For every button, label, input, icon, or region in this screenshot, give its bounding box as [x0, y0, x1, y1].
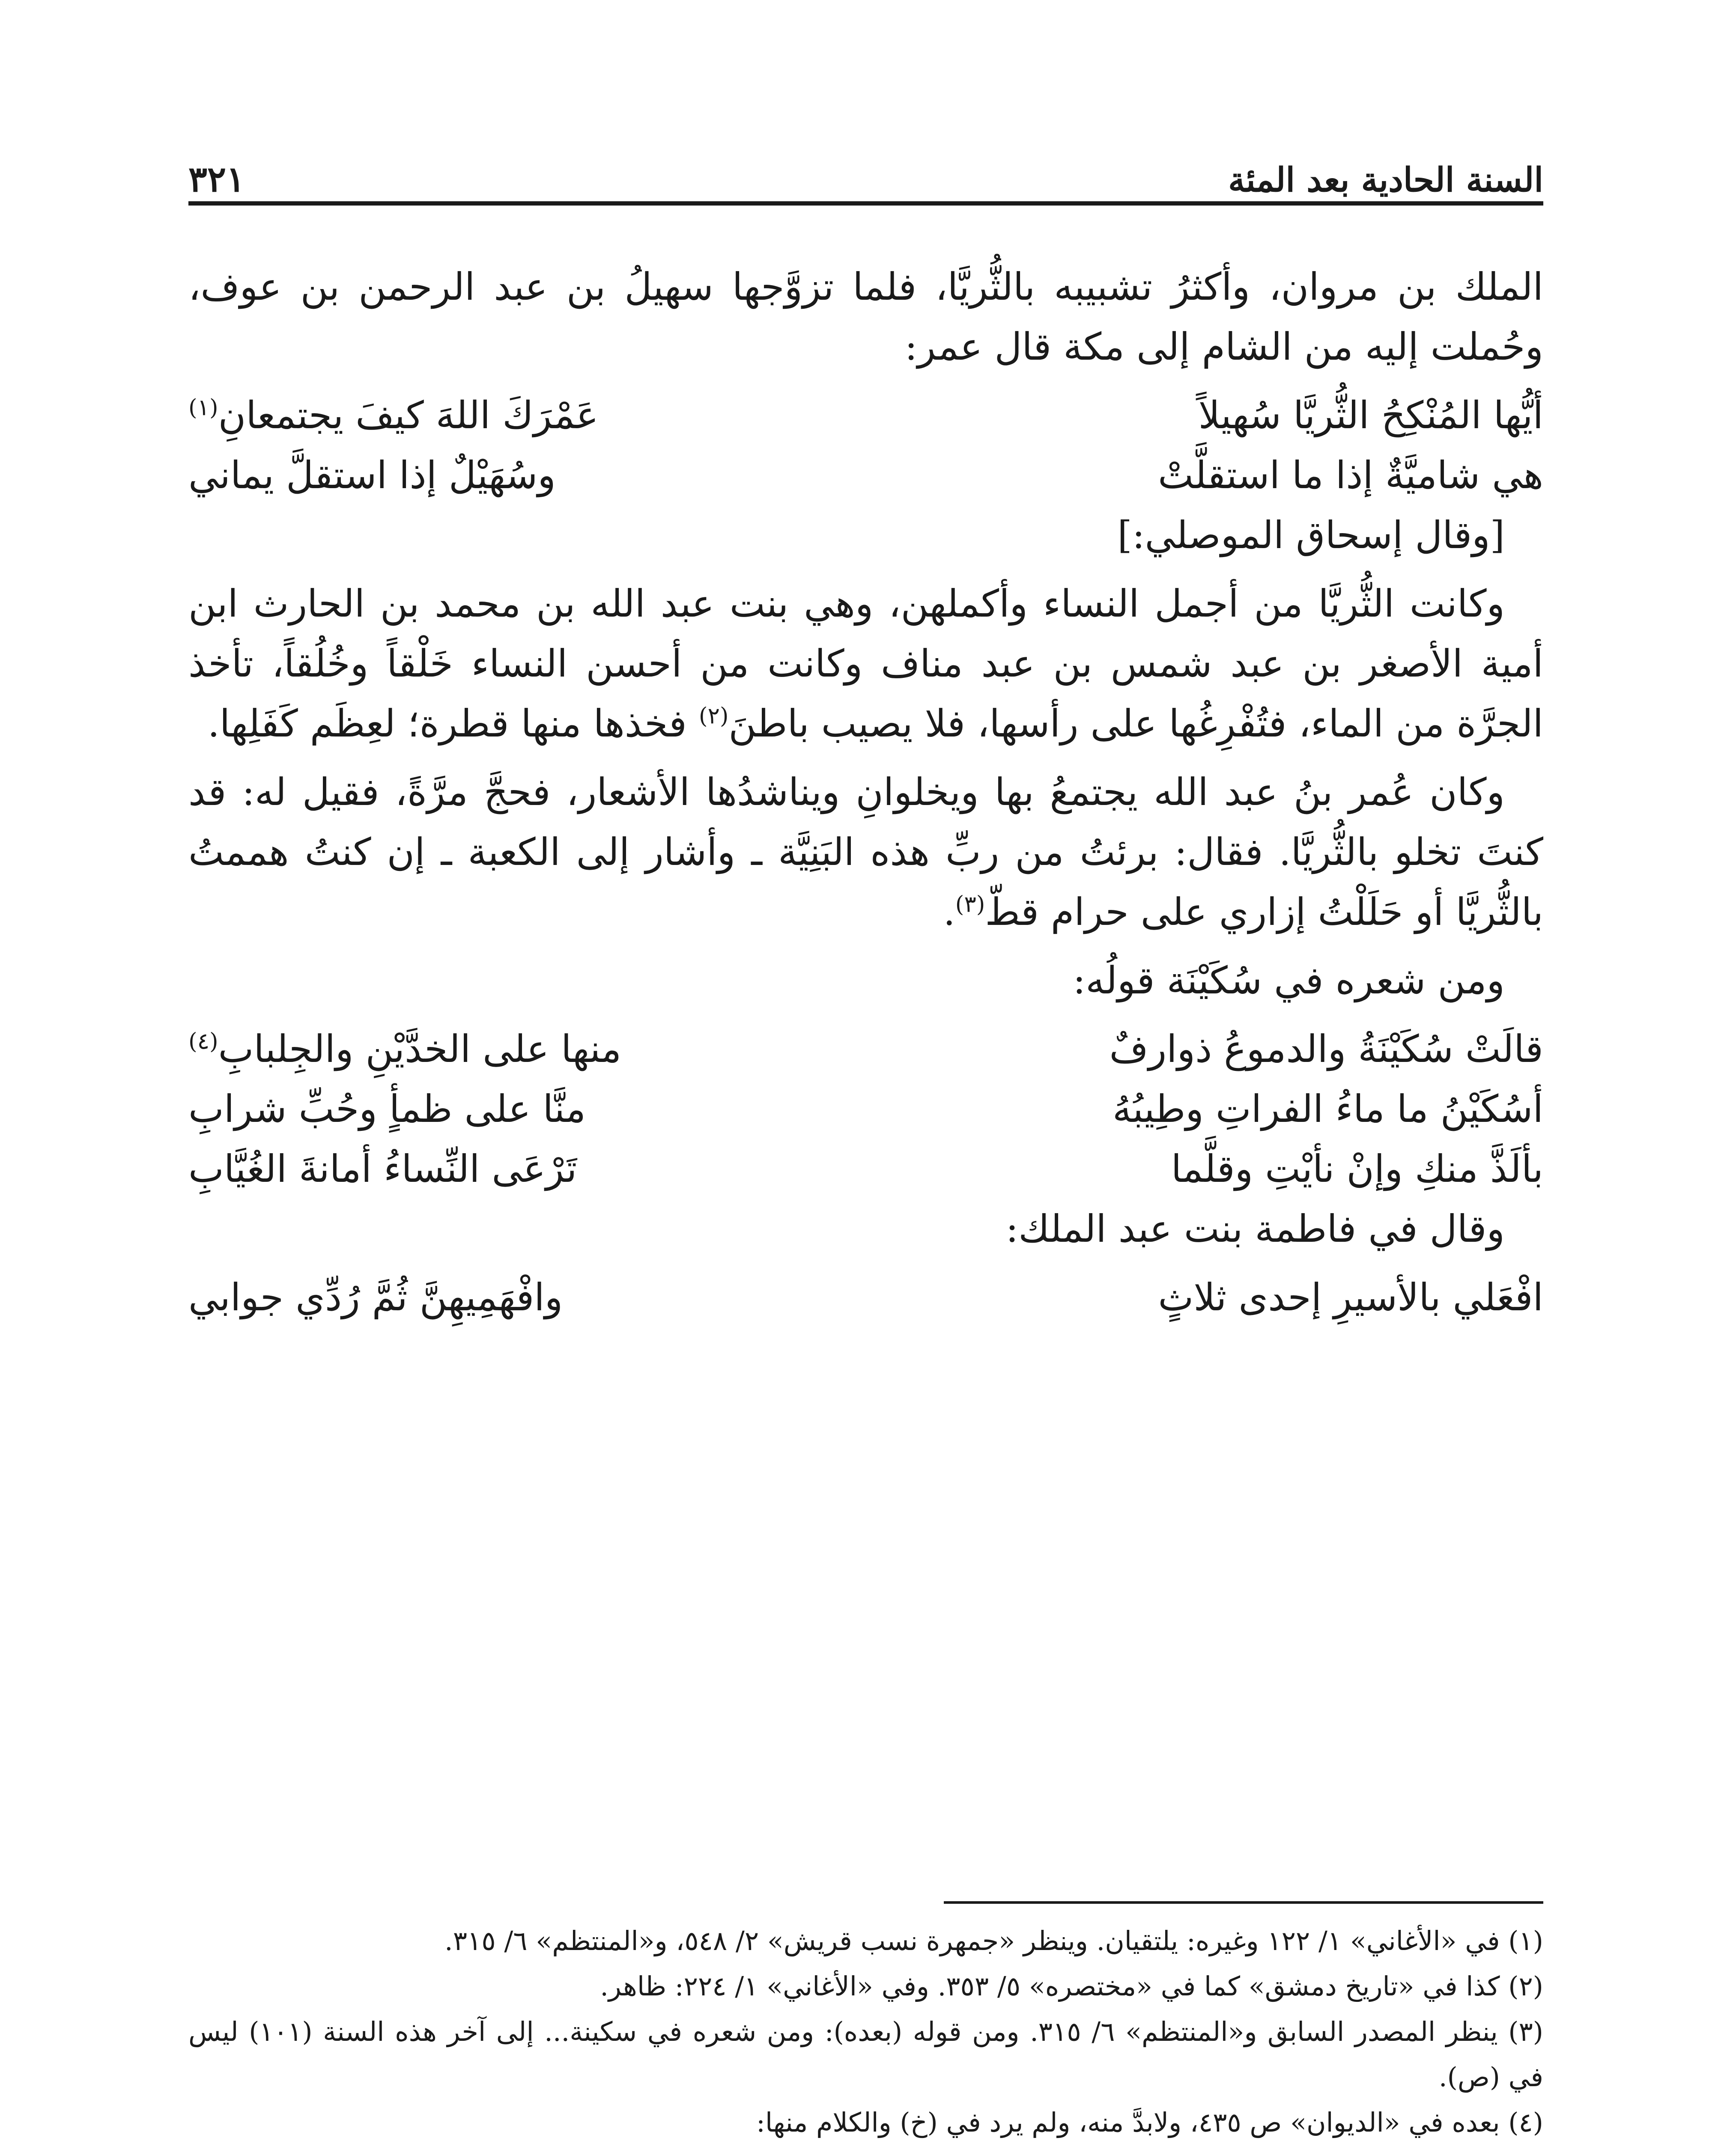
first-hemistich: قالَتْ سُكَيْنَةُ والدموعُ ذوارفٌ: [1109, 1027, 1543, 1071]
running-header: [188, 128, 1543, 200]
paragraph-text: وكان عُمر بنُ عبد الله يجتمعُ بها ويخلوانِ ويناشدُها الأشعار، فحجَّ مرَّةً، فقيل له: قد كنتَ تخلو بالثُّريَّا. فقال: برئتُ من ربِّ هذه البَنِيَّة ـ وأشار إلى الكعبة ـ إن كنتُ هممتُ بالثُّريَّا أو حَلَلْتُ إزاري على حرام قطّ: [188, 770, 1543, 934]
paragraph-2: [وقال إسحاق الموصلي:]: [1117, 513, 1505, 557]
first-hemistich: أسُكَيْنُ ما ماءُ الفراتِ وطِيبُهُ: [1113, 1087, 1543, 1131]
second-hemistich: [188, 1019, 811, 1079]
footnote-divider: [944, 1901, 1543, 1904]
hemistich-text: منها على الخدَّيْنِ والجِلبابِ: [218, 1027, 622, 1071]
paragraph-4: [188, 762, 1543, 942]
first-hemistich: افْعَلي بالأسيرِ إحدى ثلاثٍ: [1158, 1275, 1543, 1319]
hemistich-text: عَمْرَكَ اللهَ كيفَ يجتمعانِ: [218, 393, 599, 437]
verse-line: [188, 1019, 1543, 1079]
second-hemistich: وافْهَمِيهِنَّ ثُمَّ رُدِّي جوابي: [188, 1275, 563, 1319]
paragraph-1: الملك بن مروان، وأكثرُ تشبيبه بالثُّريَّا، فلما تزوَّجها سهيلُ بن عبد الرحمن بن عوف، وحُملت إليه من الشام إلى مكة قال عمر:: [188, 265, 1544, 369]
paragraph-text: .: [943, 890, 955, 934]
paragraph-3: [188, 574, 1543, 754]
verse-line: [188, 385, 1543, 445]
footnote-2: (٢) كذا في «تاريخ دمشق» كما في «مختصره» ٥/ ٣٥٣. وفي «الأغاني» ١/ ٢٢٤: ظاهر.: [600, 1971, 1543, 2002]
first-hemistich: هي شاميَّةٌ إذا ما استقلَّتْ: [1158, 453, 1543, 497]
chapter-title: السنة الحادية بعد المئة: [1228, 161, 1543, 200]
verse-line: [188, 445, 1543, 505]
second-hemistich: [188, 385, 811, 445]
first-hemistich: أيُّها المُنْكِحُ الثُّريَّا سُهيلاً: [1198, 393, 1543, 437]
verse-line: [188, 1267, 1543, 1327]
verse-block-2: [188, 1019, 1543, 1199]
paragraph-text: فخذها منها قطرة؛ لعِظَم كَفَلِها.: [207, 701, 699, 745]
page-number: ٣٢١: [188, 159, 245, 200]
verse-line: [188, 1079, 1543, 1139]
paragraph-6: وقال في فاطمة بنت عبد الملك:: [1005, 1207, 1505, 1251]
footnote-marker: (٤): [188, 1028, 218, 1055]
second-hemistich: تَرْعَى النِّساءُ أمانةَ الغُيَّابِ: [188, 1147, 577, 1191]
second-hemistich: منَّا على ظمأٍ وحُبِّ شرابِ: [188, 1087, 586, 1131]
paragraph-5: ومن شعره في سُكَيْنَة قولُه:: [1073, 958, 1505, 1002]
verse-block-1: [188, 385, 1543, 505]
footnote-1: (١) في «الأغاني» ١/ ١٢٢ وغيره: يلتقيان. وينظر «جمهرة نسب قريش» ٢/ ٥٤٨، و«المنتظم» ٦/ ٣١٥.: [444, 1925, 1543, 1956]
footnotes: [188, 1918, 1543, 2141]
footnote-4: (٤) بعده في «الديوان» ص ٤٣٥، ولابدَّ منه، ولم يرد في (خ) والكلام منها:: [756, 2107, 1543, 2138]
verse-block-3: [188, 1267, 1543, 1327]
footnote-marker: (٣): [955, 891, 985, 918]
footnote-marker: (٢): [698, 703, 729, 729]
second-hemistich: وسُهَيْلٌ إذا استقلَّ يماني: [188, 453, 556, 497]
paragraph-text: وكانت الثُّريَّا من أجمل النساء وأكملهن، وهي بنت عبد الله بن محمد بن الحارث ابن أمية الأصغر بن عبد شمس بن عبد مناف وكانت من أحسن النساء خَلْقاً وخُلُقاً، تأخذ الجرَّة من الماء، فتُفْرِغُها على رأسها، فلا يصيب باطنَ: [188, 581, 1543, 745]
footnote-3: (٣) ينظر المصدر السابق و«المنتظم» ٦/ ٣١٥. ومن قوله (بعده): ومن شعره في سكينة... إلى آخر هذه السنة (١٠١) ليس في (ص).: [188, 2016, 1543, 2093]
first-hemistich: بألَذَّ منكِ وإنْ نأيْتِ وقلَّما: [1171, 1147, 1543, 1191]
footnote-marker: (١): [188, 394, 218, 421]
header-divider: [188, 201, 1543, 206]
verse-line: [188, 1139, 1543, 1199]
main-text: [188, 257, 1543, 1327]
